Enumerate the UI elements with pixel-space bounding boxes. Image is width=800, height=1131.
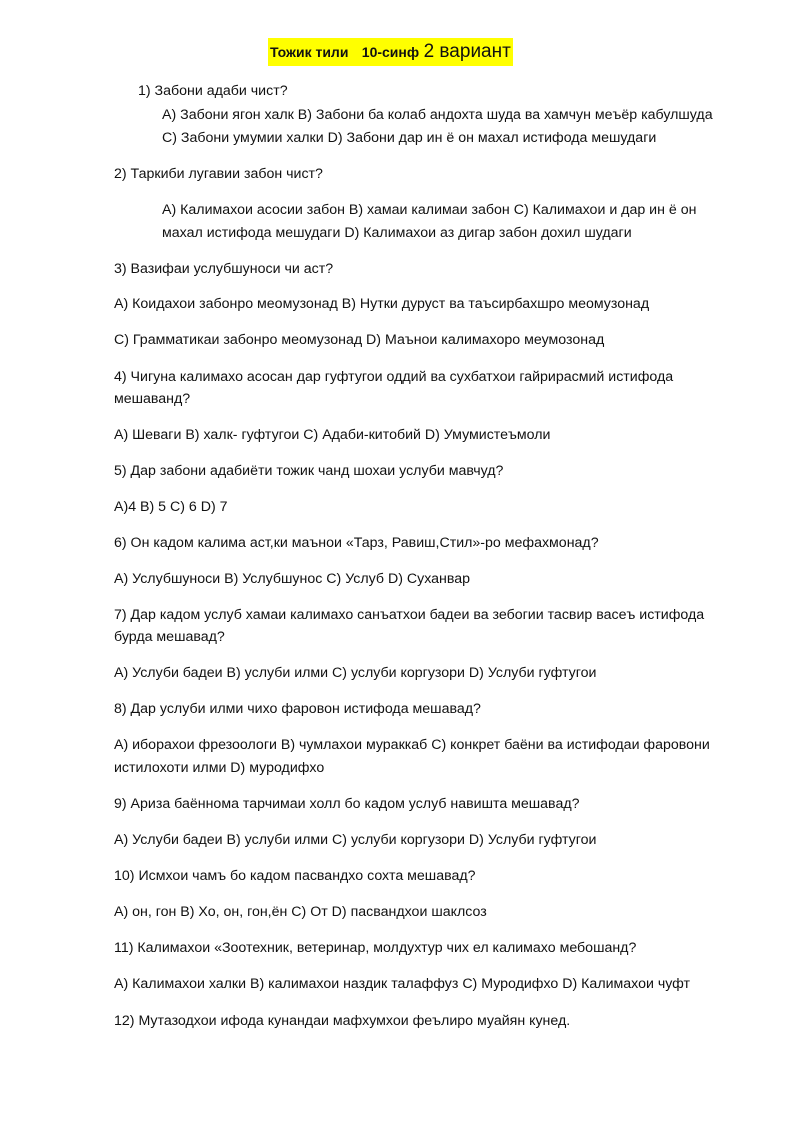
question-1-options-line-2: С) Забони умумии халки D) Забони дар ин ё он махал истифода мешудаги (162, 130, 657, 146)
question-6: 6) Он кадом калима аст,ки маънои «Тарз, Равиш,Стил»-ро мефахмонад? (114, 535, 599, 551)
question-11: 11) Калимахои «Зоотехник, ветеринар, молдухтур чих ел калимахо мебошанд? (114, 940, 637, 956)
title-subject: Тожик тили (270, 44, 349, 60)
question-3-options-line-2: С) Грамматикаи забонро меомузонад D) Маънои калимахоро меумозонад (114, 332, 605, 348)
question-1-options-line-1: А) Забони ягон халк В) Забони ба колаб андохта шуда ва хамчун меъёр кабулшуда (162, 107, 713, 123)
document-title (268, 38, 513, 66)
question-5-options-line-1: А)4 В) 5 С) 6 D) 7 (114, 499, 228, 515)
question-5: 5) Дар забони адабиёти тожик чанд шохаи услуби мавчуд? (114, 463, 504, 479)
title-grade: 10-синф (361, 44, 420, 60)
question-9-options-line-1: А) Услуби бадеи В) услуби илми С) услуби коргузори D) Услуби гуфтугои (114, 832, 597, 848)
question-4-line-1: 4) Чигуна калимахо асосан дар гуфтугои оддий ва сухбатхои гайрирасмий истифода (114, 369, 674, 385)
question-3-options-line-1: А) Коидахои забонро меомузонад В) Нутки дуруст ва таъсирбахшро меомузонад (114, 296, 650, 312)
question-8-options-line-1: А) иборахои фрезоологи В) чумлахои мураккаб С) конкрет баёни ва истифодаи фаровони (114, 737, 710, 753)
question-2: 2) Таркиби лугавии забон чист? (114, 166, 323, 182)
question-10: 10) Исмхои чамъ бо кадом пасвандхо сохта мешавад? (114, 868, 476, 884)
question-7-options-line-1: А) Услуби бадеи В) услуби илми С) услуби коргузори D) Услуби гуфтугои (114, 665, 597, 681)
question-11-options-line-1: А) Калимахои халки В) калимахои наздик талаффуз С) Муродифхо D) Калимахои чуфт (114, 976, 691, 992)
question-4-line-2: мешаванд? (114, 391, 191, 407)
question-1: 1) Забони адаби чист? (138, 83, 288, 99)
title-variant: 2 вариант (423, 41, 511, 62)
question-7-line-1: 7) Дар кадом услуб хамаи калимахо санъатхои бадеи ва зебогии тасвир васеъ истифода (114, 607, 705, 623)
question-7-line-2: бурда мешавад? (114, 629, 225, 645)
question-6-options-line-1: А) Услубшуноси В) Услубшунос С) Услуб D) Суханвар (114, 571, 471, 587)
question-12: 12) Мутазодхои ифода кунандаи мафхумхои феълиро муайян кунед. (114, 1013, 571, 1029)
question-10-options-line-1: А) он, гон В) Хо, он, гон,ён С) От D) пасвандхои шаклсоз (114, 904, 487, 920)
question-2-options-line-2: махал истифода мешудаги D) Калимахои аз дигар забон дохил шудаги (162, 225, 632, 241)
question-2-options-line-1: А) Калимахои асосии забон В) хамаи калимаи забон С) Калимахои и дар ин ё он (162, 202, 697, 218)
question-3: 3) Вазифаи услубшуноси чи аст? (114, 261, 334, 277)
question-8: 8) Дар услуби илми чихо фаровон истифода мешавад? (114, 701, 481, 717)
question-8-options-line-2: истилохоти илми D) муродифхо (114, 760, 325, 776)
question-9: 9) Ариза баённома тарчимаи холл бо кадом услуб навишта мешавад? (114, 796, 580, 812)
question-4-options-line-1: А) Шеваги В) халк- гуфтугои С) Адаби-китобий D) Умумистеъмоли (114, 427, 551, 443)
